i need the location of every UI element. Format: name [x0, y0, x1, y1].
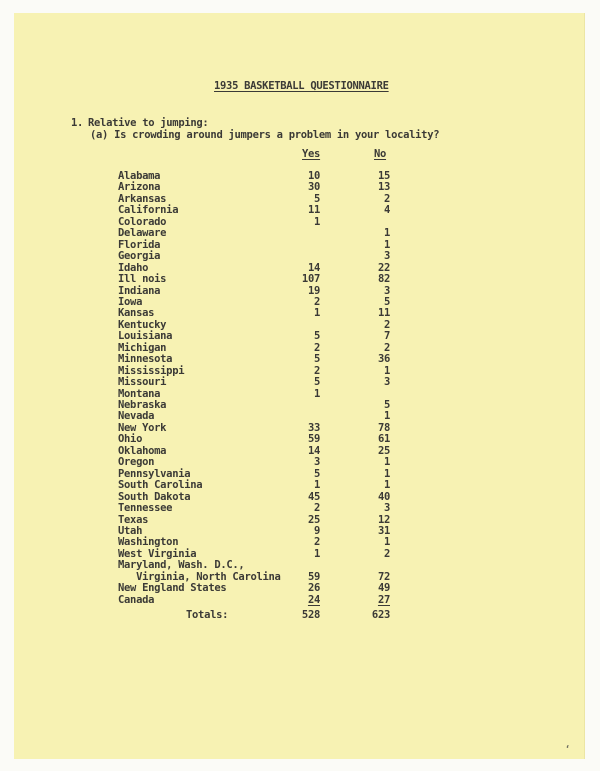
questionnaire-page: [14, 13, 585, 759]
state-name: Oklahoma: [118, 444, 167, 457]
state-name: Michigan: [118, 341, 167, 354]
no-count: 25: [377, 444, 390, 457]
yes-count: 10: [307, 170, 320, 182]
state-name: Canada: [118, 593, 155, 606]
no-count: 2: [383, 318, 390, 331]
table-row: [14, 182, 584, 194]
yes-count: 9: [313, 524, 320, 537]
document-title: 1935 BASKETBALL QUESTIONNAIRE: [214, 80, 389, 92]
no-count: 3: [383, 284, 390, 297]
yes-count: 2: [313, 295, 320, 308]
table-row: [14, 572, 584, 584]
state-name: Washington: [118, 536, 179, 549]
yes-count: 1: [313, 387, 320, 400]
yes-count: 5: [313, 467, 320, 480]
no-count: 78: [377, 421, 390, 434]
yes-count: 24: [307, 593, 320, 606]
no-count: 1: [383, 467, 390, 480]
state-name: Montana: [118, 387, 161, 400]
state-name: Nebraska: [118, 399, 167, 411]
no-count: 1: [383, 410, 390, 423]
yes-count: 5: [313, 353, 320, 366]
yes-count: 59: [307, 433, 320, 446]
table-row: [14, 251, 584, 263]
no-count: 36: [377, 353, 390, 366]
no-count: 82: [377, 273, 390, 286]
no-count: 1: [383, 238, 390, 251]
yes-count: 1: [313, 479, 320, 492]
table-row: [14, 503, 584, 515]
yes-count: 1: [313, 215, 320, 228]
table-row: [14, 389, 584, 401]
state-name: Arkansas: [118, 192, 167, 205]
table-row: [14, 480, 584, 492]
no-count: 2: [383, 341, 390, 354]
yes-count: 14: [307, 444, 320, 457]
yes-count: 11: [307, 204, 320, 217]
table-row: [14, 274, 584, 286]
state-name: New England States: [118, 582, 227, 595]
yes-count: 19: [307, 284, 320, 297]
yes-count: 2: [313, 502, 320, 515]
yes-count: 59: [307, 570, 320, 583]
table-row: [14, 308, 584, 320]
table-row: [14, 411, 584, 423]
no-count: 1: [383, 227, 390, 240]
state-name: Ill nois: [118, 273, 167, 286]
no-count: 31: [377, 524, 390, 537]
state-name: Virginia, North Carolina: [118, 570, 281, 583]
state-name: Pennsylvania: [118, 467, 191, 480]
state-name: Tennessee: [118, 502, 173, 515]
state-name: Idaho: [118, 261, 149, 274]
no-count: 2: [383, 192, 390, 205]
state-name: Colorado: [118, 215, 167, 228]
no-count: 40: [377, 490, 390, 503]
table-row: [14, 434, 584, 446]
state-name: Utah: [118, 524, 143, 537]
table-row: [14, 423, 584, 435]
state-name: South Carolina: [118, 479, 203, 492]
table-row: [14, 240, 584, 252]
no-count: 72: [377, 570, 390, 583]
table-row: [14, 446, 584, 458]
no-count: 12: [377, 513, 390, 526]
table-row: [14, 331, 584, 343]
state-name: South Dakota: [118, 490, 191, 503]
column-header-no: No: [374, 148, 387, 160]
table-row: [14, 286, 584, 298]
state-name: Nevada: [118, 410, 155, 423]
state-name: West Virginia: [118, 547, 197, 560]
no-count: 3: [383, 376, 390, 389]
table-row: [14, 515, 584, 527]
no-count: 3: [383, 250, 390, 263]
table-row: [14, 194, 584, 206]
table-row: [14, 583, 584, 595]
yes-count: 2: [313, 536, 320, 549]
totals-yes: 528: [301, 609, 320, 621]
table-row: [14, 343, 584, 355]
totals-label: Totals:: [186, 609, 229, 621]
state-name: Louisiana: [118, 330, 173, 343]
no-count: 27: [377, 593, 390, 606]
table-row: [14, 400, 584, 412]
no-count: 22: [377, 261, 390, 274]
totals-row: [14, 609, 584, 621]
table-row: [14, 205, 584, 217]
table-row: [14, 320, 584, 332]
table-row: [14, 537, 584, 549]
state-name: Kansas: [118, 307, 155, 320]
question-number: 1.: [71, 117, 84, 129]
state-name: Maryland, Wash. D.C.,: [118, 559, 245, 572]
state-name: Mississippi: [118, 364, 185, 377]
state-name: Texas: [118, 513, 149, 526]
state-name: Florida: [118, 238, 161, 251]
column-header-yes: Yes: [302, 148, 321, 160]
yes-count: 1: [313, 547, 320, 560]
state-name: Alabama: [118, 170, 161, 182]
table-row: [14, 549, 584, 561]
no-count: 11: [377, 307, 390, 320]
no-count: 5: [383, 399, 390, 411]
corner-mark: ‘: [564, 745, 570, 755]
yes-count: 5: [313, 330, 320, 343]
no-count: 1: [383, 479, 390, 492]
yes-count: 2: [313, 364, 320, 377]
yes-count: 1: [313, 307, 320, 320]
state-name: New York: [118, 421, 167, 434]
state-name: Oregon: [118, 456, 155, 469]
table-row: [14, 457, 584, 469]
question-subtext: (a) Is crowding around jumpers a problem in your locality?: [90, 129, 440, 141]
table-row: [14, 366, 584, 378]
table-row: [14, 228, 584, 240]
state-name: Kentucky: [118, 318, 167, 331]
table-row: [14, 377, 584, 389]
no-count: 4: [383, 204, 390, 217]
table-row: [14, 560, 584, 572]
state-name: California: [118, 204, 179, 217]
table-row: [14, 492, 584, 504]
no-count: 13: [377, 181, 390, 194]
state-name: Iowa: [118, 295, 143, 308]
table-row: [14, 526, 584, 538]
state-name: Minnesota: [118, 353, 173, 366]
yes-count: 25: [307, 513, 320, 526]
no-count: 1: [383, 456, 390, 469]
yes-count: 5: [313, 192, 320, 205]
no-count: 1: [383, 364, 390, 377]
no-count: 49: [377, 582, 390, 595]
question-title: Relative to jumping:: [88, 117, 209, 129]
no-count: 2: [383, 547, 390, 560]
state-name: Missouri: [118, 376, 167, 389]
state-name: Delaware: [118, 227, 167, 240]
no-count: 5: [383, 295, 390, 308]
yes-count: 3: [313, 456, 320, 469]
table-row: [14, 297, 584, 309]
yes-count: 14: [307, 261, 320, 274]
table-row: [14, 354, 584, 366]
state-name: Indiana: [118, 284, 161, 297]
table-row: [14, 263, 584, 275]
yes-count: 45: [307, 490, 320, 503]
no-count: 1: [383, 536, 390, 549]
no-count: 61: [377, 433, 390, 446]
yes-count: 30: [307, 181, 320, 194]
table-row: [14, 171, 584, 183]
yes-count: 2: [313, 341, 320, 354]
table-row: [14, 595, 584, 607]
no-count: 15: [377, 170, 390, 182]
state-name: Arizona: [118, 181, 161, 194]
state-name: Georgia: [118, 250, 161, 263]
totals-no: 623: [371, 609, 390, 621]
yes-count: 5: [313, 376, 320, 389]
no-count: 3: [383, 502, 390, 515]
no-count: 7: [383, 330, 390, 343]
yes-count: 33: [307, 421, 320, 434]
table-row: [14, 217, 584, 229]
yes-count: 107: [301, 273, 320, 286]
table-row: [14, 469, 584, 481]
yes-count: 26: [307, 582, 320, 595]
state-name: Ohio: [118, 433, 143, 446]
